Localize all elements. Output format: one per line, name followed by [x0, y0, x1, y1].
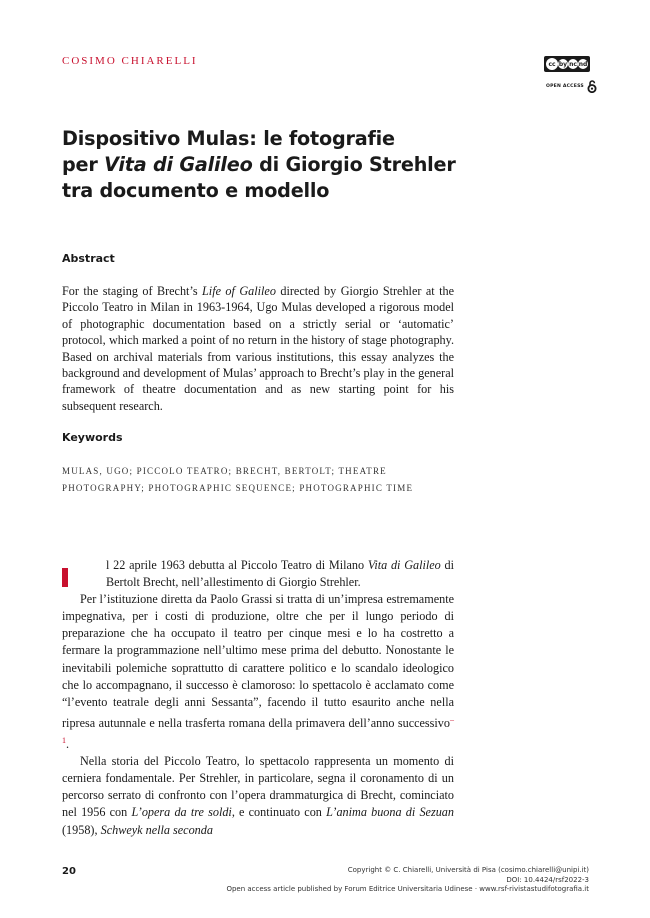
title-line-2-pre: per	[62, 153, 105, 176]
cc-license-badge[interactable]	[544, 56, 590, 72]
body-paragraph-1: l 22 aprile 1963 debutta al Piccolo Teatro di Milano Vita di Galileo di Bertolt Brecht, nell’allestimento di Giorgio Strehler.	[106, 558, 454, 590]
page-number: 20	[62, 866, 76, 877]
title-line-1: Dispositivo Mulas: le fotografie	[62, 127, 395, 150]
footer-info	[169, 866, 589, 895]
body-paragraph-3: Nella storia del Piccolo Teatro, lo spettacolo rappresenta un momento di cerniera fondamentale. Per Strehler, in particolare, segna il coronamento di un percorso serrato di confronto con l’opera drammaturgica di Brecht, cominciato nel 1956 con L’opera da tre soldi, e continuato con L’anima buona di Sezuan (1958), Schweyk nella seconda	[62, 754, 454, 837]
abstract-text: For the staging of Brecht’s Life of Galileo directed by Giorgio Strehler at the Piccolo Teatro in Milan in 1963-1964, Ugo Mulas developed a rigorous model of photographic documentation based on a strictly serial or ‘automatic’ protocol, which marked a point of no return in the history of stage photography. Based on archival materials from various institutions, this essay analyzes the background and development of Mulas’ approach to Brecht’s play in the general framework of theatre documentation and as new starting point for his subsequent research.	[62, 284, 454, 413]
cc-by-icon: by	[558, 60, 568, 68]
open-access-label: OPEN ACCESS	[546, 84, 584, 89]
footer-doi[interactable]: DOI: 10.4424/rsf2022-3	[506, 875, 589, 884]
cc-icon: cc	[546, 58, 558, 70]
abstract-italic-title: Life of Galileo	[202, 284, 276, 298]
cc-nc-icon: nc	[569, 60, 577, 68]
cc-nd-icon: nd	[578, 60, 588, 68]
footnote-reference[interactable]: –1	[62, 714, 454, 745]
footer-copyright: Copyright © C. Chiarelli, Università di Pisa (cosimo.chiarelli@unipi.it)	[347, 866, 589, 874]
body-paragraph-2: Per l’istituzione diretta da Paolo Grassi si tratta di un’impresa estremamente impegnativa, per i costi di produzione, oltre che per il lungo periodo di preparazione che ha occupato il teatro per cinque mesi e lo ha costretto a fermare la programmazione nell’ultimo mese prima del debutto. Nonostante le inevitabili polemiche soprattutto di carattere politico e lo scandalo ideologico che lo accompagnano, il successo è clamoroso: lo spettacolo è acclamato come “l’evento teatrale degli anni Sessanta”, facendo il tutto esaurito anche nella ripresa autunnale e nella trasferta romana della primavera dell’anno successivo$^{-1}$.	[62, 592, 454, 752]
keywords-heading: Keywords	[62, 431, 123, 444]
title-line-2-post: di Giorgio Strehler	[252, 153, 456, 176]
keywords-text: MULAS, UGO; PICCOLO TEATRO; BRECHT, BERTOLT; THEATRE PHOTOGRAPHY; PHOTOGRAPHIC SEQUENCE; PHOTOGRAPHIC TIME	[62, 466, 414, 493]
footer-publisher[interactable]: Open access article published by Forum Editrice Universitaria Udinese · www.rsf-rivistastudifotografia.it	[226, 885, 589, 893]
article-body	[62, 557, 454, 839]
open-access-lock-icon	[587, 80, 597, 93]
abstract-heading: Abstract	[62, 252, 115, 265]
article-title	[62, 126, 542, 204]
author-name: COSIMO CHIARELLI	[62, 55, 198, 67]
title-line-3: tra documento e modello	[62, 179, 330, 202]
title-line-2-italic: Vita di Galileo	[104, 153, 253, 176]
open-access-mark	[546, 80, 597, 93]
